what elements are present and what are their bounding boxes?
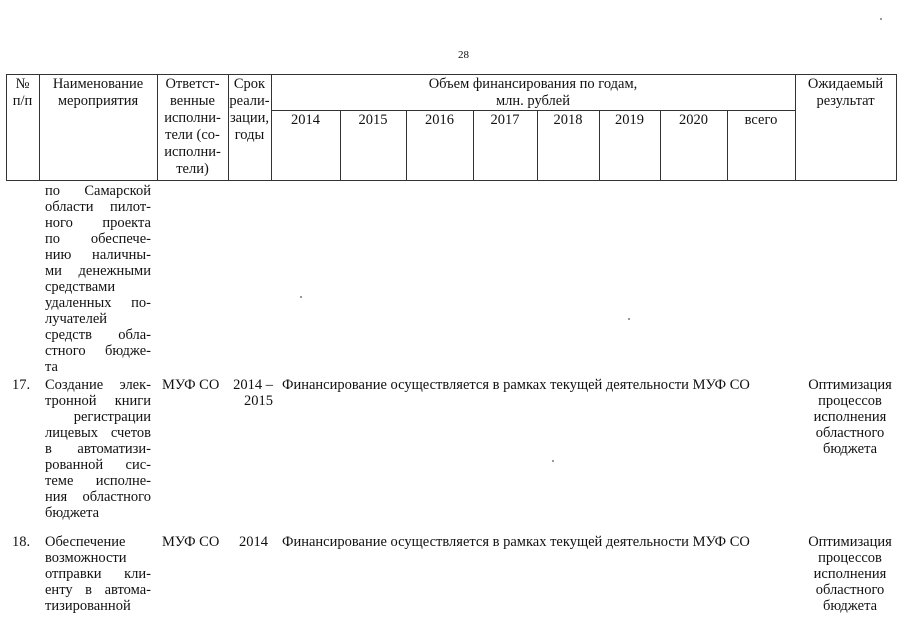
row-18-term: 2014 bbox=[239, 534, 268, 550]
row-17-financing: Финансирование осуществляется в рамках текущей деятельности МУФ СО bbox=[282, 377, 750, 393]
row-18-name: Обеспечение возможности отправки кли- енту в автома- тизированной bbox=[45, 534, 151, 614]
row-18-financing: Финансирование осуществляется в рамках текущей деятельности МУФ СО bbox=[282, 534, 750, 550]
header-responsible: Ответст- венные исполни- тели (со- исполни- тели) bbox=[164, 76, 221, 177]
header-year-2019: 2019 bbox=[615, 112, 644, 128]
header-year-2014: 2014 bbox=[291, 112, 320, 128]
scan-speck bbox=[628, 318, 630, 320]
header-year-2020: 2020 bbox=[679, 112, 708, 128]
header-number: № п/п bbox=[12, 76, 33, 109]
header-financing: Объем финансирования по годам, млн. рублей bbox=[428, 76, 638, 109]
row-17-result: Оптимизация процессов исполнения областного бюджета bbox=[808, 377, 892, 457]
header-term: Срок реали- зации, годы bbox=[229, 76, 270, 143]
header-name: Наименование мероприятия bbox=[52, 76, 144, 109]
header-result: Ожидаемый результат bbox=[807, 76, 884, 109]
scan-speck bbox=[300, 296, 302, 298]
header-year-2017: 2017 bbox=[490, 112, 520, 128]
row-18-executor: МУФ СО bbox=[162, 534, 220, 550]
header-year-2016: 2016 bbox=[425, 112, 454, 128]
scan-speck bbox=[552, 460, 554, 462]
row-17-executor: МУФ СО bbox=[162, 377, 220, 393]
header-year-2015: 2015 bbox=[358, 112, 388, 128]
row-18-result: Оптимизация процессов исполнения областного бюджета bbox=[808, 534, 892, 614]
row-17-term: 2014 – 2015 bbox=[233, 377, 273, 409]
continuation-name: по Самарской области пилот- ного проекта по обеспече- нию наличны- ми денежными средствами удаленных по- лучателей средств обла- стного бюдже- та bbox=[45, 183, 151, 375]
header-year-2018: 2018 bbox=[553, 112, 583, 128]
page-number: 28 bbox=[458, 49, 469, 61]
header-year-total: всего bbox=[744, 112, 778, 128]
scan-speck bbox=[880, 18, 882, 20]
row-18-number: 18. bbox=[12, 534, 31, 550]
row-17-name: Создание элек- тронной книги регистрации лицевых счетов в автоматизи- рованной сис- теме исполне- ния областного бюджета bbox=[45, 377, 151, 521]
row-17-number: 17. bbox=[12, 377, 31, 393]
